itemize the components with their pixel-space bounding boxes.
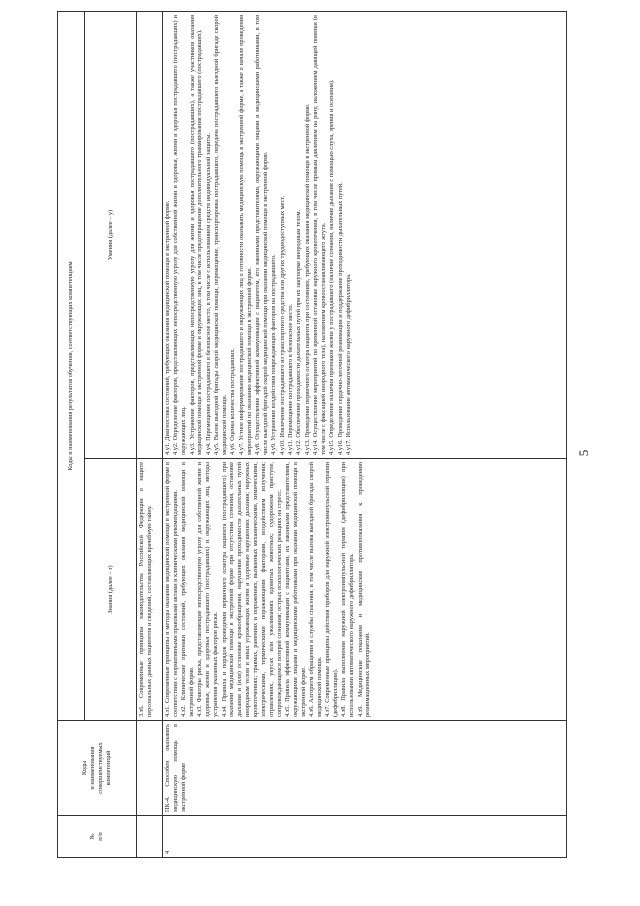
skill-item: 4.у14. Осуществление мероприятий по временной остановке наружного кровотечения, в том числе прямым давлением на рану, наложением давящей повязки (в том числе с фиксацией инородного тела), наложением кровоостанавливающего жгута. (311, 14, 327, 455)
skill-item: 4.у3. Устранение факторов, представляющих непосредственную угрозу для жизни и здоровья пострадавшего (пострадавших), а также участников оказания медицинской помощи в экстренной форме и окружающих лиц, в том числе предотвращение дополнительного травмирования пострадавшего (пострадавших). (188, 14, 204, 455)
header-skills (85, 11, 137, 458)
row4-num-text: 4 (164, 850, 171, 854)
header-knowledge (85, 459, 137, 721)
skill-item: 4.у2. Определение факторов, представляющих непосредственную угрозу для собственной жизни и здоровья, жизни и здоровья пострадавшего (пострадавших) и окружающих лиц. (172, 14, 188, 455)
cell-row4-competency (163, 721, 567, 816)
cell-prev-num (137, 816, 163, 858)
knowledge-item: 4.з5. Правила эффективной коммуникации с пациентами, их законными представителями, окружающими лицами и медицинскими работниками при оказании медицинской помощи в экстренной форме. (283, 462, 307, 717)
knowledge-item: 4.з6. Алгоритм обращения в службы спасения, в том числе вызова выездной бригады скорой медицинской помощи. (307, 462, 323, 717)
knowledge-item: 4.з9. Медицинские показания и медицинские противопоказания к проведению реанимационных мероприятий. (356, 462, 372, 717)
skill-item: 4.у13. Проведение первичного осмотра пациента при состояниях, требующих оказания медицинской помощи в экстренной форме. (303, 103, 311, 455)
cell-prev-knowledge (137, 459, 163, 721)
skill-item: 4.у12. Обеспечение проходимости дыхательных путей при их закупорке инородным телом. (295, 209, 303, 455)
header-num-text: № п/п (89, 832, 104, 841)
skill-item: 4.у16. Проведение сердечно-легочной реанимации и поддержание проходимости дыхательных путей. (336, 182, 344, 455)
skill-item: 4.у6. Оценка количества пострадавших. (229, 348, 237, 455)
skill-item: 4.у8. Осуществление эффективной коммуникации с пациентом, его законными представителями, окружающими лицами и медицинскими работниками, в том числе выездной бригадой скорой медицинской помощи при оказании медицинской помощи в экстренной форме. (253, 14, 269, 455)
header-results-text: Коды и наименования результатов обучения, соответствующих компетенциям (67, 261, 75, 471)
knowledge-item: 4.з4. Правила и порядок проведения первичного осмотра пациента (пострадавшего) при оказании медицинской помощи в экстренной форме при отсутствии сознания, остановке дыхания и (или) остановке кровообращения, нарушении проходимости дыхательных путей инородным телом и иных угрожающих жизни и здоровью нарушениях дыхания; наружных кровотечениях; травмах, ранениях и поражениях, вызванных механическими, химическими, электрическими, термическими поражающими факторами, воздействием излучения; отравлениях, укусах или ужаливаниях ядовитых животных; судорожном приступе, сопровождающемся потерей сознания; острых психологических реакциях на стресс. (220, 462, 283, 717)
cell-row4-num (163, 816, 567, 858)
header-competency-text: Коды и наименования совершенствуемых компетенций (81, 742, 112, 794)
competency-table (57, 11, 567, 858)
header-competency (58, 721, 137, 816)
knowledge-item: 4.з1. Современные принципы и методы оказания медицинской помощи в экстренной форме в соответствии с нормативными правовыми актами и клиническими рекомендациями. (164, 462, 179, 717)
cell-prev-competency (137, 721, 163, 816)
cell-row4-skills (163, 11, 567, 458)
knowledge-item: 4.з2. Клинические признаки состояний, требующих оказания медицинской помощи в экстренной форме. (180, 462, 196, 717)
table-row-prev (137, 11, 163, 857)
knowledge-item: 4.з7. Современные принципы действия приборов для наружной электроимпульсной терапии (дефибрилляции). (324, 462, 340, 717)
skill-item: 4.у7. Устное информирование пострадавшего и окружающих лиц о готовности оказывать медицинскую помощь в экстренной форме, а также о начале проведения мероприятий по оказанию медицинской помощи в экстренной форме. (237, 14, 253, 455)
skill-item: 4.у9. Устранение воздействия повреждающих факторов на пострадавшего. (270, 254, 278, 455)
page-number: 5 (576, 449, 591, 457)
header-knowledge-text: Знания (далее – з) (106, 565, 114, 614)
skill-item: 4.у11. Перемещение пострадавшего в безопасное место. (286, 303, 294, 455)
knowledge-item: 4.з3. Факторы риска, представляющие непосредственную угрозу для собственной жизни и здоровья, жизни и здоровья пострадавшего (пострадавших) и окружающих лиц, методы устранения указанных факторов риска. (196, 462, 220, 717)
prev-knowledge-item: 3.з6. Современные принципы законодательства Российской Федерации о защите персональных данных пациентов и сведений, составляющих врачебную тайну. (138, 462, 153, 717)
skill-item: 4.у10. Извлечение пострадавшего из транспортного средства или других труднодоступных мест. (278, 195, 286, 455)
header-skills-text: Умения (далее – у) (106, 209, 114, 261)
row4-competency-text: ПК-4. Способен оказывать медицинскую помощь в экстренной форме (164, 724, 187, 812)
skill-item: 4.у5. Вызов выездной бригады скорой медицинской помощи, перемещение, транспортировка пострадавшего, передача пострадавшего выездной бригаде скорой медицинской помощи. (213, 14, 229, 455)
skill-item: 4.у15. Определение наличия признаков жизни у пострадавшего (наличие сознания, наличие дыхания с помощью слуха, зрения и осязания). (328, 79, 336, 455)
skill-item: 4.у1. Диагностика состояний, требующих оказания медицинской помощи в экстренной форме. (164, 200, 171, 455)
table-row-4 (163, 11, 567, 857)
skill-item: 4.у4. Перемещение пострадавшего в безопасное место, в том числе с использованием средств индивидуальной защиты. (204, 132, 212, 455)
cell-row4-knowledge (163, 459, 567, 721)
cell-prev-skills (137, 11, 163, 458)
header-num (58, 816, 137, 858)
knowledge-item: 4.з8. Правила выполнения наружной электроимпульсной терапии (дефибрилляции) при использовании автоматического наружного дефибриллятора. (340, 462, 356, 717)
header-results (58, 11, 85, 720)
skill-item: 4.у17. Использование автоматического наружного дефибриллятора. (344, 273, 352, 455)
